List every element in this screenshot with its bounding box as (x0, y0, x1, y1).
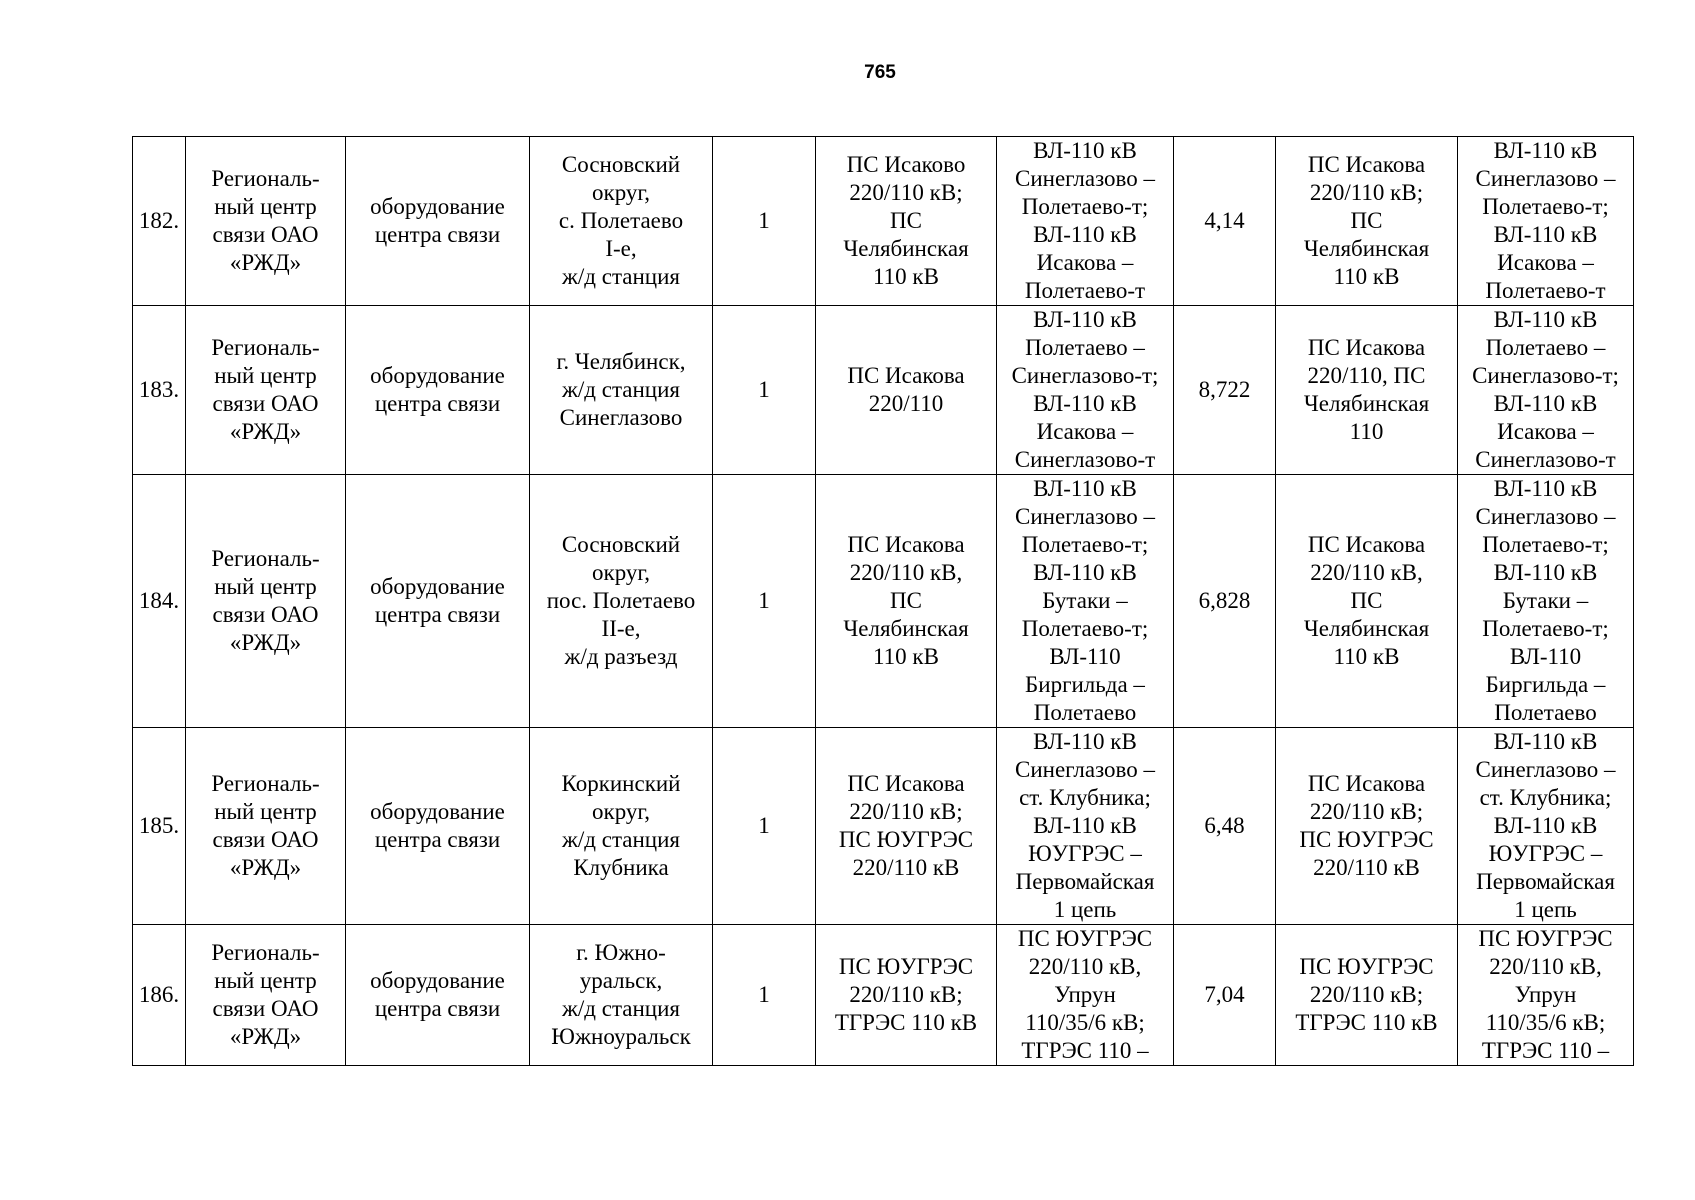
count-cell: 1 (713, 306, 816, 475)
row-number: 185. (133, 728, 186, 925)
data-table (132, 136, 1634, 1066)
power-cell: 7,04 (1174, 925, 1276, 1066)
lines-cell: ВЛ-110 кВ Синеглазово – ст. Клубника; ВЛ-110 кВ ЮУГРЭС – Первомайская 1 цепь (997, 728, 1174, 925)
owner-cell: Региональ- ный центр связи ОАО «РЖД» (186, 137, 346, 306)
lines2-cell: ВЛ-110 кВ Синеглазово – ст. Клубника; ВЛ-110 кВ ЮУГРЭС – Первомайская 1 цепь (1458, 728, 1634, 925)
row-number: 186. (133, 925, 186, 1066)
table-row (133, 728, 1634, 925)
lines-cell: ВЛ-110 кВ Полетаево – Синеглазово-т; ВЛ-110 кВ Исакова – Синеглазово-т (997, 306, 1174, 475)
location-cell: Сосновский округ, с. Полетаево I-е, ж/д станция (530, 137, 713, 306)
owner-cell: Региональ- ный центр связи ОАО «РЖД» (186, 475, 346, 728)
location-cell: г. Челябинск, ж/д станция Синеглазово (530, 306, 713, 475)
substation-cell: ПС Исакова 220/110 (816, 306, 997, 475)
count-cell: 1 (713, 925, 816, 1066)
substation2-cell: ПС Исакова 220/110 кВ; ПС ЮУГРЭС 220/110 кВ (1276, 728, 1458, 925)
row-number: 182. (133, 137, 186, 306)
count-cell: 1 (713, 728, 816, 925)
owner-cell: Региональ- ный центр связи ОАО «РЖД» (186, 728, 346, 925)
lines2-cell: ВЛ-110 кВ Синеглазово – Полетаево-т; ВЛ-110 кВ Исакова – Полетаево-т (1458, 137, 1634, 306)
object-cell: оборудование центра связи (346, 475, 530, 728)
lines2-cell: ВЛ-110 кВ Синеглазово – Полетаево-т; ВЛ-110 кВ Бутаки – Полетаево-т; ВЛ-110 Биргильда – Полетаево (1458, 475, 1634, 728)
substation-cell: ПС Исаково 220/110 кВ; ПС Челябинская 110 кВ (816, 137, 997, 306)
count-cell: 1 (713, 137, 816, 306)
lines-cell: ВЛ-110 кВ Синеглазово – Полетаево-т; ВЛ-110 кВ Бутаки – Полетаево-т; ВЛ-110 Биргильда – Полетаево (997, 475, 1174, 728)
table-row (133, 925, 1634, 1066)
substation-cell: ПС ЮУГРЭС 220/110 кВ; ТГРЭС 110 кВ (816, 925, 997, 1066)
object-cell: оборудование центра связи (346, 728, 530, 925)
location-cell: Коркинский округ, ж/д станция Клубника (530, 728, 713, 925)
count-cell: 1 (713, 475, 816, 728)
lines-cell: ПС ЮУГРЭС 220/110 кВ, Упрун 110/35/6 кВ; ТГРЭС 110 – (997, 925, 1174, 1066)
substation2-cell: ПС Исакова 220/110 кВ, ПС Челябинская 110 кВ (1276, 475, 1458, 728)
row-number: 183. (133, 306, 186, 475)
location-cell: Сосновский округ, пос. Полетаево II-е, ж/д разъезд (530, 475, 713, 728)
table-row (133, 137, 1634, 306)
power-cell: 6,828 (1174, 475, 1276, 728)
owner-cell: Региональ- ный центр связи ОАО «РЖД» (186, 306, 346, 475)
power-cell: 6,48 (1174, 728, 1276, 925)
lines2-cell: ВЛ-110 кВ Полетаево – Синеглазово-т; ВЛ-110 кВ Исакова – Синеглазово-т (1458, 306, 1634, 475)
lines2-cell: ПС ЮУГРЭС 220/110 кВ, Упрун 110/35/6 кВ; ТГРЭС 110 – (1458, 925, 1634, 1066)
power-cell: 4,14 (1174, 137, 1276, 306)
owner-cell: Региональ- ный центр связи ОАО «РЖД» (186, 925, 346, 1066)
object-cell: оборудование центра связи (346, 137, 530, 306)
lines-cell: ВЛ-110 кВ Синеглазово – Полетаево-т; ВЛ-110 кВ Исакова – Полетаево-т (997, 137, 1174, 306)
row-number: 184. (133, 475, 186, 728)
substation2-cell: ПС Исакова 220/110, ПС Челябинская 110 (1276, 306, 1458, 475)
substation2-cell: ПС Исакова 220/110 кВ; ПС Челябинская 110 кВ (1276, 137, 1458, 306)
object-cell: оборудование центра связи (346, 925, 530, 1066)
substation-cell: ПС Исакова 220/110 кВ; ПС ЮУГРЭС 220/110 кВ (816, 728, 997, 925)
page-number: 765 (864, 62, 896, 83)
location-cell: г. Южно- уральск, ж/д станция Южноуральск (530, 925, 713, 1066)
table-row (133, 475, 1634, 728)
substation-cell: ПС Исакова 220/110 кВ, ПС Челябинская 110 кВ (816, 475, 997, 728)
power-cell: 8,722 (1174, 306, 1276, 475)
substation2-cell: ПС ЮУГРЭС 220/110 кВ; ТГРЭС 110 кВ (1276, 925, 1458, 1066)
table-row (133, 306, 1634, 475)
object-cell: оборудование центра связи (346, 306, 530, 475)
